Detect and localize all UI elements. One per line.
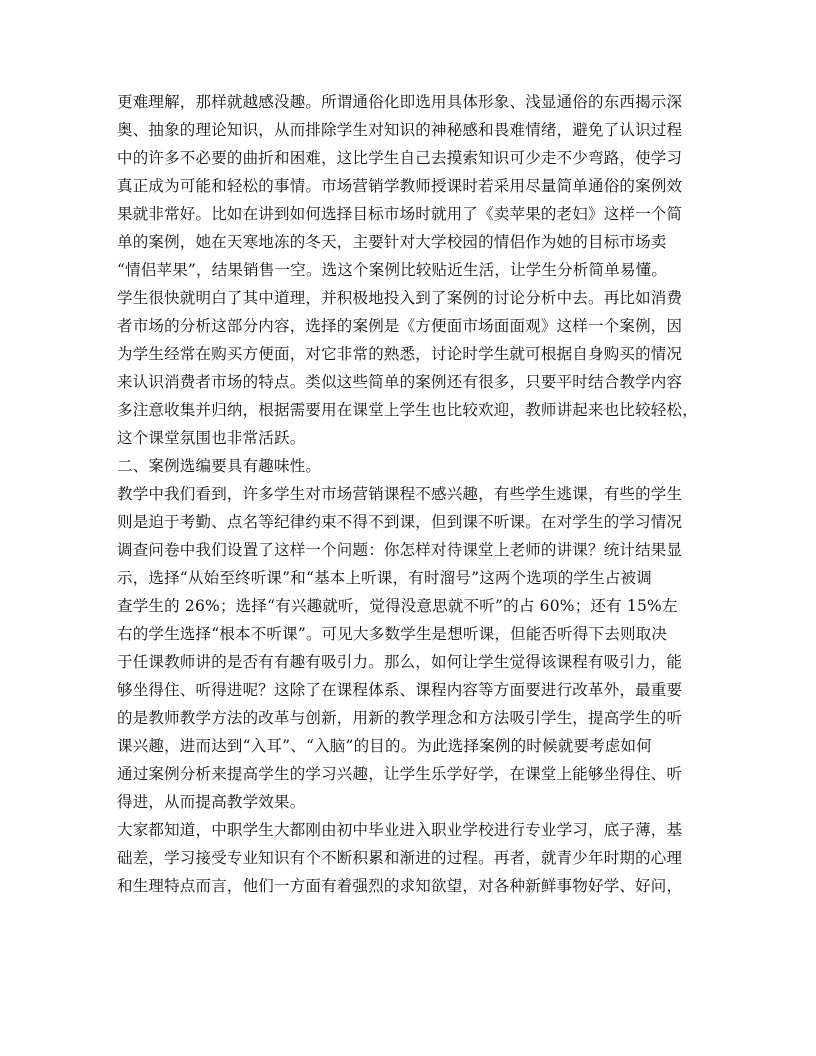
text-line: 础差，学习接受专业知识有个不断积累和渐进的过程。再者，就青少年时期的心理 (117, 849, 683, 867)
text-line: 调查问卷中我们设置了这样一个问题：你怎样对待课堂上老师的讲课？统计结果显 (117, 541, 683, 559)
text-line: 者市场的分析这部分内容，选择的案例是《方便面市场面面观》这样一个案例，因 (117, 317, 683, 335)
text-line: 这个课堂氛围也非常活跃。 (117, 429, 306, 447)
text-line: 来认识消费者市场的特点。类似这些简单的案例还有很多，只要平时结合教学内容 (117, 373, 683, 391)
text-line: 多注意收集并归纳，根据需要用在课堂上学生也比较欢迎，教师讲起来也比较轻松， (117, 401, 698, 419)
text-line: 更难理解，那样就越感没趣。所谓通俗化即选用具体形象、浅显通俗的东西揭示深 (117, 93, 683, 111)
text-line: 真正成为可能和轻松的事情。市场营销学教师授课时若采用尽量简单通俗的案例效 (117, 177, 683, 195)
body-text (117, 88, 713, 900)
text-line: 和生理特点而言，他们一方面有着强烈的求知欲望，对各种新鲜事物好学、好问， (117, 877, 683, 895)
text-line: 课兴趣，进而达到“入耳”、“入脑”的目的。为此选择案例的时候就要考虑如何 (117, 737, 652, 755)
text-line: 够坐得住、听得进呢？这除了在课程体系、课程内容等方面要进行改革外，最重要 (117, 681, 683, 699)
text-line: 查学生的 26%；选择“有兴趣就听，觉得没意思就不听”的占 60%；还有 15%左 (117, 597, 678, 615)
text-line: 得进，从而提高教学效果。 (117, 793, 306, 811)
text-line: 中的许多不必要的曲折和困难，这比学生自己去摸索知识可少走不少弯路，使学习 (117, 149, 683, 167)
text-line: “情侣苹果”，结果销售一空。选这个案例比较贴近生活，让学生分析简单易懂。 (117, 261, 668, 279)
section-heading: 二、案例选编要具有趣味性。 (117, 457, 322, 475)
text-line: 学生很快就明白了其中道理，并积极地投入到了案例的讨论分析中去。再比如消费 (117, 289, 683, 307)
text-line: 通过案例分析来提高学生的学习兴趣，让学生乐学好学，在课堂上能够坐得住、听 (117, 765, 683, 783)
text-line: 右的学生选择“根本不听课”。可见大多数学生是想听课，但能否听得下去则取决 (117, 625, 668, 643)
text-line: 大家都知道，中职学生大都刚由初中毕业进入职业学校进行专业学习，底子薄，基 (117, 821, 683, 839)
text-line: 奥、抽象的理论知识，从而排除学生对知识的神秘感和畏难情绪，避免了认识过程 (117, 121, 683, 139)
text-line: 为学生经常在购买方便面，对它非常的熟悉，讨论时学生就可根据自身购买的情况 (117, 345, 683, 363)
text-line: 则是迫于考勤、点名等纪律约束不得不到课，但到课不听课。在对学生的学习情况 (117, 513, 683, 531)
text-line: 教学中我们看到，许多学生对市场营销课程不感兴趣，有些学生逃课，有些的学生 (117, 485, 683, 503)
text-line: 果就非常好。比如在讲到如何选择目标市场时就用了《卖苹果的老妇》这样一个简 (117, 205, 683, 223)
text-line: 单的案例，她在天寒地冻的冬天，主要针对大学校园的情侣作为她的目标市场卖 (117, 233, 667, 251)
text-line: 示，选择“从始至终听课”和“基本上听课，有时溜号”这两个选项的学生占被调 (117, 569, 652, 587)
text-line: 于任课教师讲的是否有有趣有吸引力。那么，如何让学生觉得该课程有吸引力，能 (117, 653, 683, 671)
text-line: 的是教师教学方法的改革与创新，用新的教学理念和方法吸引学生，提高学生的听 (117, 709, 683, 727)
